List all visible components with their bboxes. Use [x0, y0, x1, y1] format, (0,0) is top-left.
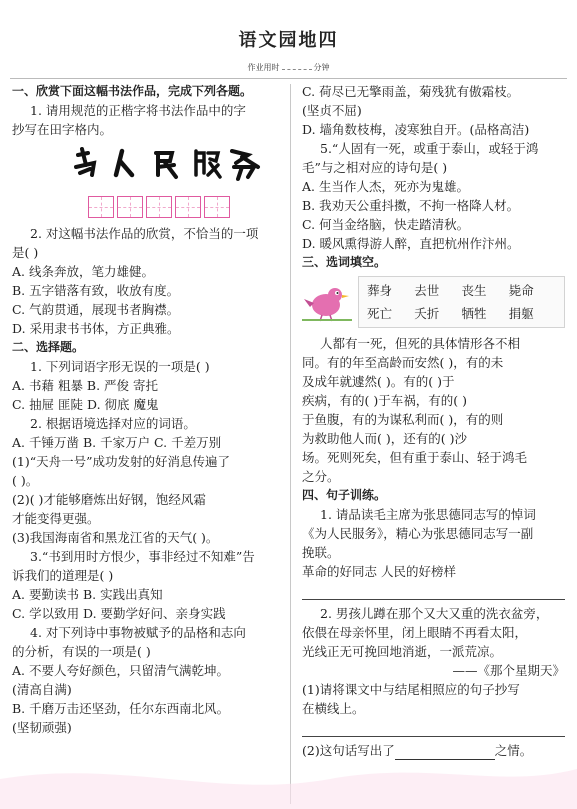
word-item: 捐躯 [508, 306, 534, 321]
section-2-title: 二、选择题。 [12, 340, 85, 354]
calligraphy-image [72, 145, 262, 183]
column-divider [290, 84, 291, 804]
bird-mascot-icon [302, 281, 352, 323]
fill-text-8: 之分。 [302, 469, 340, 484]
q9-text-1: 2. 男孩儿蹲在那个又大又重的洗衣盆旁， [320, 606, 549, 621]
q9-sub2-prefix: (2)这句话写出了 [302, 743, 395, 758]
q5-text-2: 诉我们的道理是( ) [12, 568, 114, 583]
tianzige-cell[interactable] [117, 196, 143, 218]
q4-text: 2. 根据语境选择对应的词语。 [30, 416, 196, 431]
fill-text-7: 场。死则死矣，但有重于泰山、轻于鸿毛 [302, 450, 528, 465]
q2-text-2: 是( ) [12, 245, 39, 260]
word-list [358, 276, 565, 328]
time-unit: 分钟 [313, 63, 330, 72]
q6-text-1: 4. 对下列诗中事物被赋予的品格和志向 [30, 625, 246, 640]
q9-source: ——《那个星期天》 [452, 663, 565, 678]
q8-text-3: 挽联。 [302, 545, 340, 560]
word-item: 牺牲 [461, 306, 487, 321]
time-blank[interactable] [282, 69, 312, 70]
q6-option-d: D. 墙角数枝梅，凌寒独自开。(品格高洁) [302, 122, 530, 137]
q2-option-b: B. 五字错落有致，收放有度。 [12, 283, 180, 298]
q6-option-a: A. 不要人夸好颜色，只留清气满乾坤。 [12, 663, 229, 678]
q7-option-a: A. 生当作人杰，死亦为鬼雄。 [302, 179, 469, 194]
q3-options-ab: A. 书藉 粗暴 B. 严俊 寄托 [12, 378, 159, 393]
answer-line[interactable] [302, 589, 565, 600]
q9-sub1-text-1: (1)请将课文中与结尾相照应的句子抄写 [302, 682, 520, 697]
fill-text-2: 同。有的年至高龄而安然( )，有的未 [302, 355, 504, 370]
q6-option-b-note: (坚韧顽强) [12, 720, 72, 735]
q9-sub2-suffix: 之情。 [494, 743, 533, 758]
q2-option-d: D. 采用隶书书体，方正典雅。 [12, 321, 180, 336]
fill-text-6: 为救助他人而( )，还有的( )沙 [302, 431, 467, 446]
tianzige-cell[interactable] [88, 196, 114, 218]
tianzige-cell[interactable] [204, 196, 230, 218]
q7-option-d: D. 暖风熏得游人醉，直把杭州作汴州。 [302, 236, 520, 251]
fill-text-4: 疾病，有的( )于车祸，有的( ) [302, 393, 467, 408]
word-bank [302, 276, 565, 328]
fill-text-3: 及成年就遽然( )。有的( )于 [302, 374, 455, 389]
q4-item-2b: 才能变得更强。 [12, 511, 100, 526]
right-column [302, 82, 565, 760]
q6-option-c: C. 荷尽已无擎雨盖，菊残犹有傲霜枝。 [302, 84, 520, 99]
tianzige-cell[interactable] [146, 196, 172, 218]
q8-text-1: 1. 请品读毛主席为张思德同志写的悼词 [320, 507, 536, 522]
section-3-title: 三、选词填空。 [302, 255, 387, 269]
tianzige-cell[interactable] [175, 196, 201, 218]
q9-text-3: 光线正无可挽回地消逝，一派荒凉。 [302, 644, 503, 659]
left-column [12, 82, 278, 737]
q7-option-c: C. 何当金络脑，快走踏清秋。 [302, 217, 470, 232]
q3-text: 1. 下列词语字形无误的一项是( ) [30, 359, 210, 374]
time-spent-bar [0, 62, 577, 73]
q4-item-2a: (2)( )才能够磨炼出好钢，饱经风霜 [12, 492, 206, 507]
answer-line[interactable] [302, 726, 565, 737]
word-item: 丧生 [461, 283, 487, 298]
q3-options-cd: C. 抽屉 匪陡 D. 彻底 魔鬼 [12, 397, 159, 412]
q6-option-c-note: (坚贞不屈) [302, 103, 362, 118]
q4-item-3: (3)我国海南省和黑龙江省的天气( )。 [12, 530, 219, 545]
q4-item-1a: (1)“天舟一号”成功发射的好消息传遍了 [12, 454, 230, 469]
fill-text-1: 人都有一死，但死的具体情形各不相 [320, 336, 521, 351]
q4-item-1b: ( )。 [12, 473, 39, 488]
q8-couplet-line: 革命的好同志 人民的好榜样 [302, 564, 456, 579]
q4-options: A. 千锤万凿 B. 千家万户 C. 千差万别 [12, 435, 222, 450]
word-item: 葬身 [367, 283, 393, 298]
q8-text-2: 《为人民服务》，精心为张思德同志写一副 [302, 526, 534, 541]
q5-options-ab: A. 要勤读书 B. 实践出真知 [12, 587, 163, 602]
page-title: 语文园地四 [238, 30, 339, 51]
q5-text-1: 3.“书到用时方恨少，事非经过不知难”告 [30, 549, 255, 564]
word-item: 去世 [414, 283, 440, 298]
word-item: 死亡 [367, 306, 393, 321]
q9-text-2: 依偎在母亲怀里，闭上眼睛不再看太阳， [302, 625, 528, 640]
time-label: 作业用时 [247, 63, 280, 72]
q2-text-1: 2. 对这幅书法作品的欣赏，不恰当的一项 [30, 226, 259, 241]
section-4-title: 四、句子训练。 [302, 488, 387, 502]
section-1-title: 一、欣赏下面这幅书法作品，完成下列各题。 [12, 84, 253, 98]
q7-text-2: 毛”与之相对应的诗句是( ) [302, 160, 448, 175]
q2-option-a: A. 线条奔放，笔力雄健。 [12, 264, 154, 279]
q7-option-b: B. 我劝天公重抖擞，不拘一格降人材。 [302, 198, 520, 213]
q7-text-1: 5.“人固有一死，或重于泰山，或轻于鸿 [320, 141, 539, 156]
q6-option-b: B. 千磨万击还坚劲，任尔东西南北风。 [12, 701, 230, 716]
q1-text-2: 抄写在田字格内。 [12, 122, 113, 137]
q1-text-1: 1. 请用规范的正楷字将书法作品中的字 [30, 103, 246, 118]
q6-option-a-note: (清高自满) [12, 682, 72, 697]
word-item: 毙命 [508, 283, 534, 298]
tianzige-grid [88, 196, 278, 218]
header-rule [10, 78, 567, 79]
q9-sub1-text-2: 在横线上。 [302, 701, 365, 716]
q6-text-2: 的分析，有误的一项是( ) [12, 644, 151, 659]
footer-decoration [0, 739, 577, 809]
q2-option-c: C. 气韵贯通，展现书者胸襟。 [12, 302, 180, 317]
q5-options-cd: C. 学以致用 D. 要勤学好问、亲身实践 [12, 606, 226, 621]
fill-text-5: 于鱼腹，有的为谋私利而( )，有的则 [302, 412, 504, 427]
word-item: 夭折 [414, 306, 440, 321]
